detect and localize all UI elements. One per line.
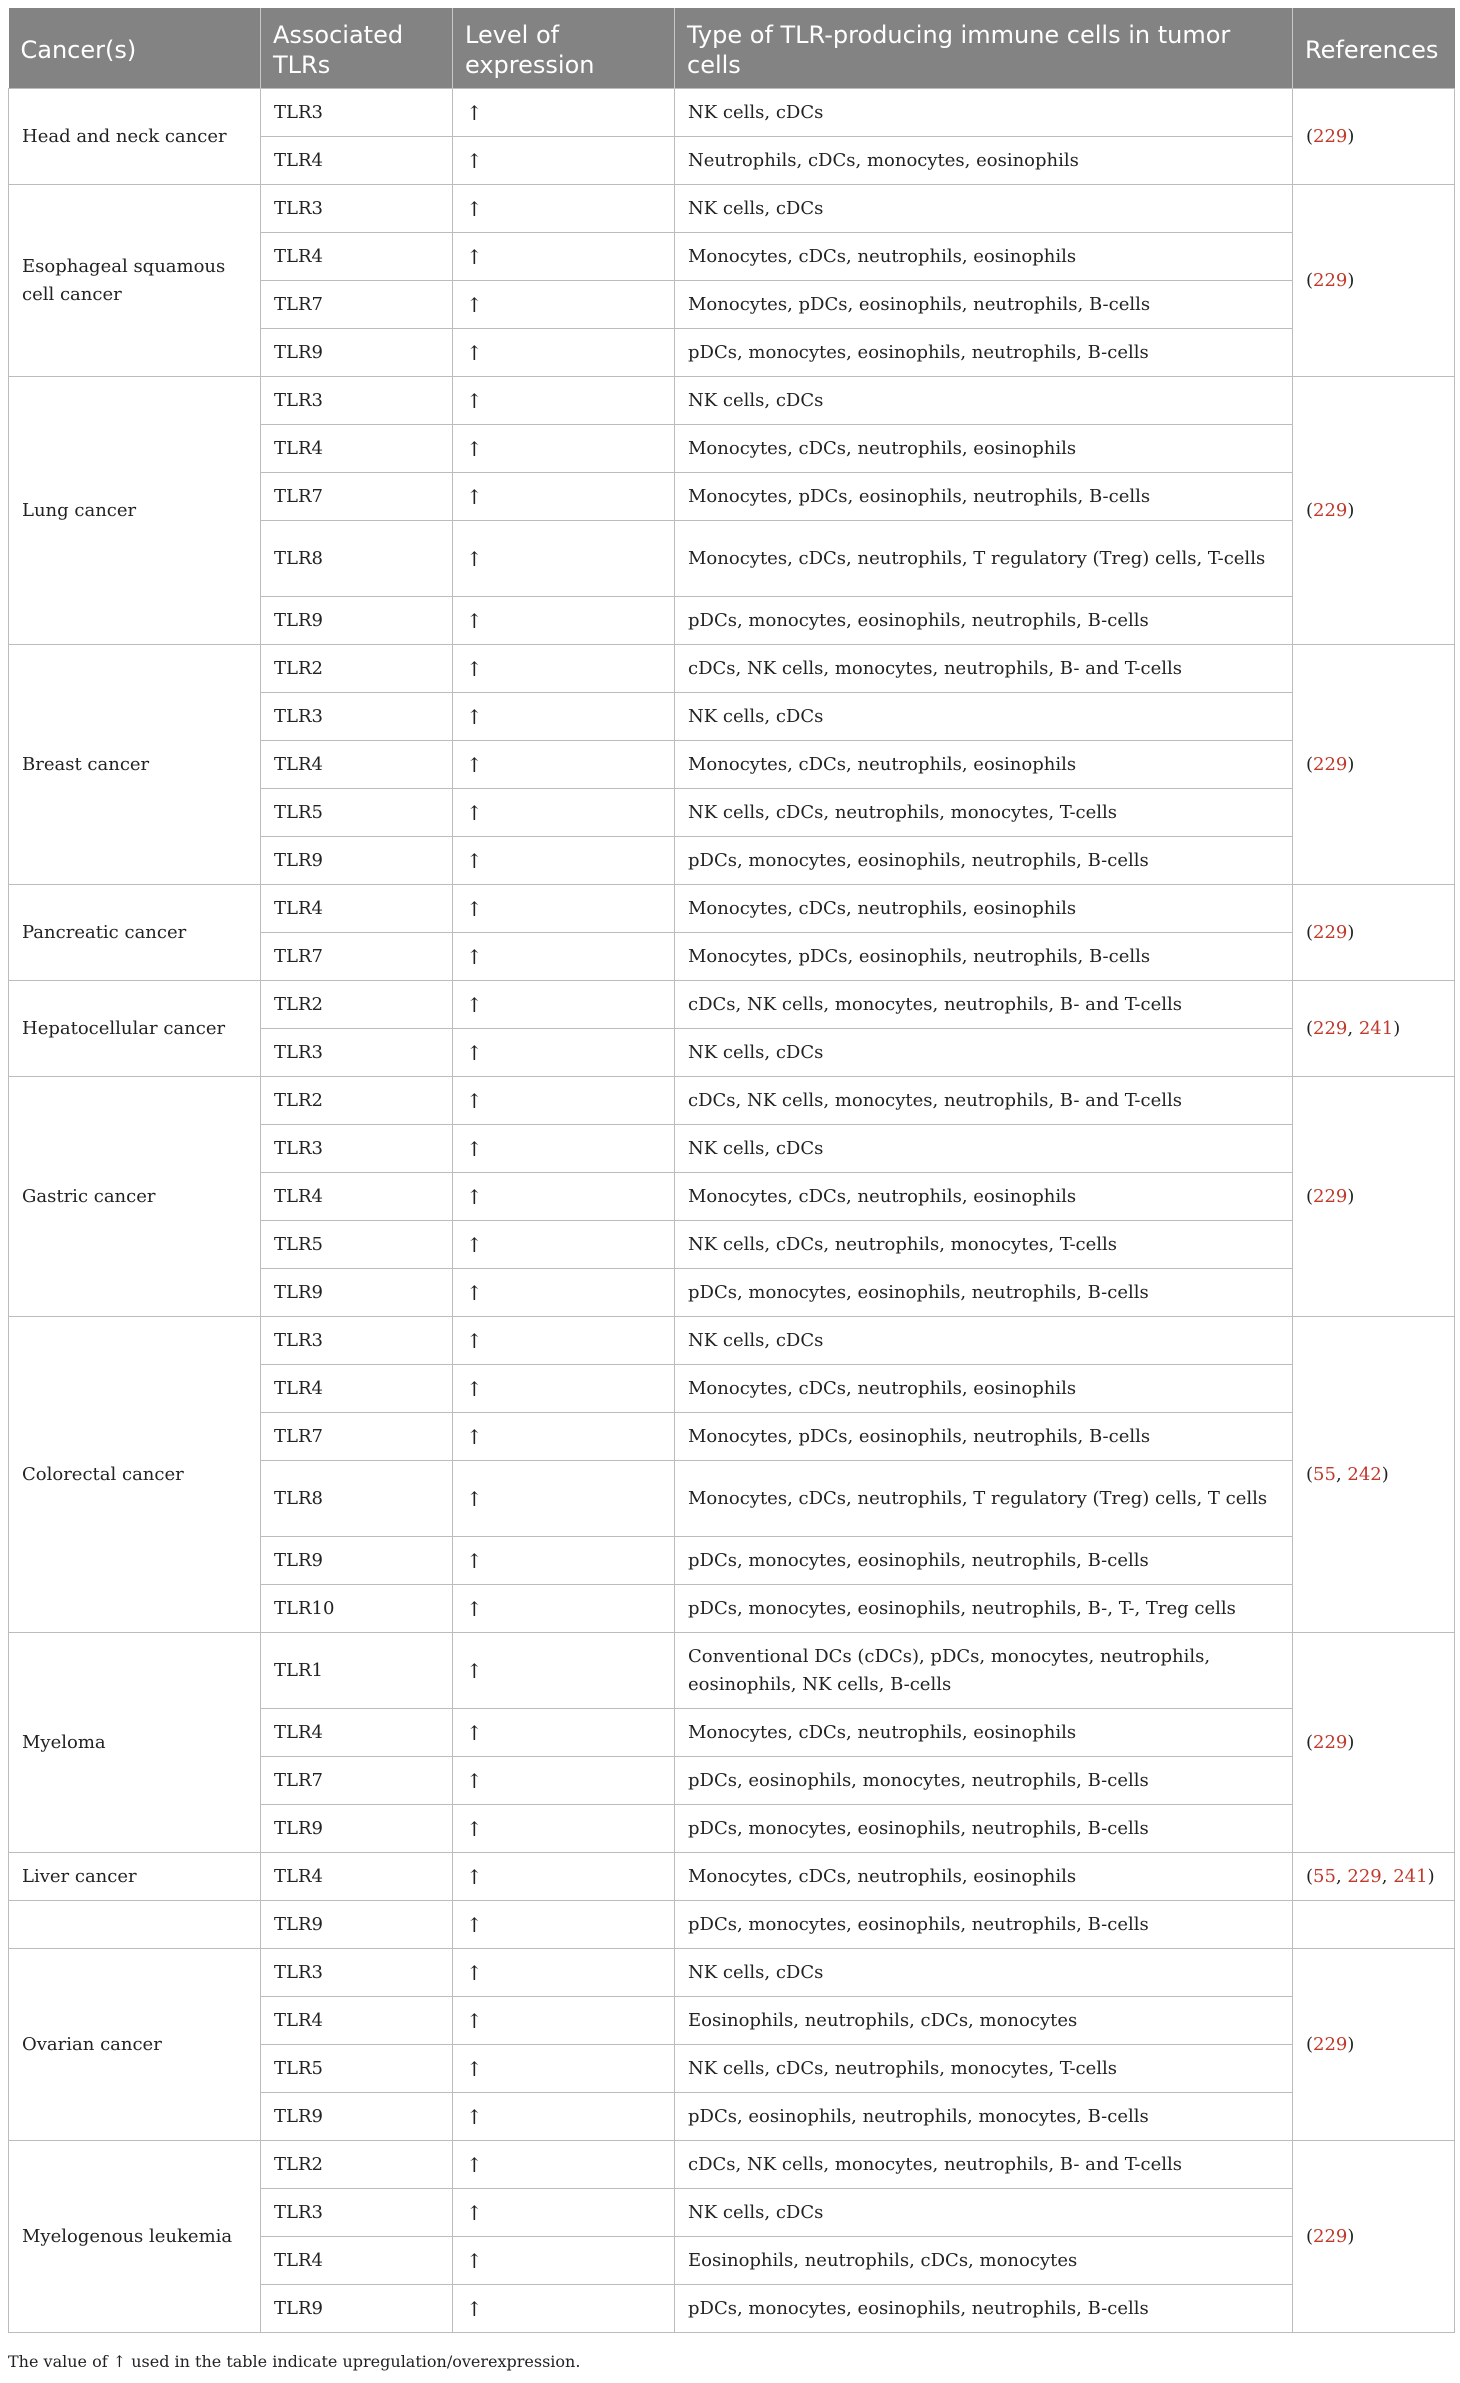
reference-link[interactable]: 242 <box>1347 1463 1382 1485</box>
reference-link[interactable]: 229 <box>1313 2225 1348 2247</box>
reference-link[interactable]: 229 <box>1313 1185 1348 1207</box>
immune-cells-cell: Monocytes, cDCs, neutrophils, T regulatory (Treg) cells, T cells <box>675 1461 1293 1537</box>
expression-level-cell: ↑ <box>453 329 675 377</box>
immune-cells-cell: Monocytes, pDCs, eosinophils, neutrophils, B-cells <box>675 281 1293 329</box>
tlr-cell: TLR9 <box>261 2285 453 2333</box>
immune-cells-cell: NK cells, cDCs <box>675 89 1293 137</box>
expression-level-cell: ↑ <box>453 885 675 933</box>
expression-level-cell: ↑ <box>453 1365 675 1413</box>
cancer-name-cell: Hepatocellular cancer <box>9 981 261 1077</box>
tlr-cell: TLR1 <box>261 1633 453 1709</box>
tlr-cell: TLR5 <box>261 1221 453 1269</box>
tlr-cell: TLR4 <box>261 1709 453 1757</box>
immune-cells-cell: NK cells, cDCs <box>675 2189 1293 2237</box>
references-cell: (229) <box>1293 1077 1455 1317</box>
table-row <box>9 1949 1455 1997</box>
immune-cells-cell: pDCs, monocytes, eosinophils, neutrophils, B-cells <box>675 1537 1293 1585</box>
reference-link[interactable]: 55 <box>1313 1865 1336 1887</box>
reference-link[interactable]: 229 <box>1313 2033 1348 2055</box>
expression-level-cell: ↑ <box>453 233 675 281</box>
reference-link[interactable]: 229 <box>1313 1731 1348 1753</box>
tlr-cell: TLR5 <box>261 2045 453 2093</box>
reference-link[interactable]: 241 <box>1358 1017 1394 1039</box>
tlr-cell: TLR7 <box>261 1757 453 1805</box>
reference-link[interactable]: 229 <box>1313 753 1348 775</box>
immune-cells-cell: Conventional DCs (cDCs), pDCs, monocytes, neutrophils, eosinophils, NK cells, B-cells <box>675 1633 1293 1709</box>
expression-level-cell: ↑ <box>453 1949 675 1997</box>
tlr-cell: TLR7 <box>261 281 453 329</box>
header-level: Level of expression <box>453 8 675 89</box>
expression-level-cell: ↑ <box>453 1901 675 1949</box>
table-row <box>9 2141 1455 2189</box>
immune-cells-cell: NK cells, cDCs, neutrophils, monocytes, T-cells <box>675 2045 1293 2093</box>
expression-level-cell: ↑ <box>453 473 675 521</box>
table-row <box>9 1317 1455 1365</box>
tlr-cell: TLR4 <box>261 1365 453 1413</box>
table-row <box>9 885 1455 933</box>
expression-level-cell: ↑ <box>453 1029 675 1077</box>
expression-level-cell: ↑ <box>453 425 675 473</box>
expression-level-cell: ↑ <box>453 521 675 597</box>
expression-level-cell: ↑ <box>453 281 675 329</box>
immune-cells-cell: Monocytes, cDCs, neutrophils, T regulatory (Treg) cells, T-cells <box>675 521 1293 597</box>
tlr-cell: TLR4 <box>261 741 453 789</box>
tlr-cell: TLR2 <box>261 1077 453 1125</box>
immune-cells-cell: Monocytes, cDCs, neutrophils, eosinophils <box>675 1709 1293 1757</box>
expression-level-cell: ↑ <box>453 1709 675 1757</box>
reference-link[interactable]: 229 <box>1313 1017 1348 1039</box>
expression-level-cell: ↑ <box>453 789 675 837</box>
cancer-name-cell: Myelogenous leukemia <box>9 2141 261 2333</box>
table-row <box>9 981 1455 1029</box>
immune-cells-cell: Monocytes, pDCs, eosinophils, neutrophils, B-cells <box>675 1413 1293 1461</box>
cancer-name-cell: Myeloma <box>9 1633 261 1853</box>
tlr-cell: TLR3 <box>261 185 453 233</box>
tlr-table <box>8 8 1455 2333</box>
references-cell: (229) <box>1293 185 1455 377</box>
expression-level-cell: ↑ <box>453 137 675 185</box>
references-cell: (55, 242) <box>1293 1317 1455 1633</box>
tlr-cell: TLR7 <box>261 1413 453 1461</box>
expression-level-cell: ↑ <box>453 1461 675 1537</box>
expression-level-cell: ↑ <box>453 1805 675 1853</box>
immune-cells-cell: NK cells, cDCs <box>675 1949 1293 1997</box>
tlr-cell: TLR9 <box>261 2093 453 2141</box>
tlr-cell: TLR9 <box>261 1537 453 1585</box>
cancer-name-cell: Lung cancer <box>9 377 261 645</box>
immune-cells-cell: pDCs, eosinophils, neutrophils, monocytes, B-cells <box>675 2093 1293 2141</box>
expression-level-cell: ↑ <box>453 933 675 981</box>
expression-level-cell: ↑ <box>453 2285 675 2333</box>
tlr-cell: TLR4 <box>261 885 453 933</box>
cancer-name-cell-empty <box>9 1901 261 1949</box>
table-row <box>9 1853 1455 1901</box>
immune-cells-cell: NK cells, cDCs <box>675 1125 1293 1173</box>
cancer-name-cell: Breast cancer <box>9 645 261 885</box>
header-references: References <box>1293 8 1455 89</box>
expression-level-cell: ↑ <box>453 693 675 741</box>
reference-link[interactable]: 241 <box>1393 1865 1428 1887</box>
tlr-cell: TLR3 <box>261 693 453 741</box>
tlr-cell: TLR3 <box>261 1317 453 1365</box>
expression-level-cell: ↑ <box>453 377 675 425</box>
immune-cells-cell: Monocytes, cDCs, neutrophils, eosinophils <box>675 233 1293 281</box>
tlr-cell: TLR9 <box>261 329 453 377</box>
expression-level-cell: ↑ <box>453 981 675 1029</box>
immune-cells-cell: cDCs, NK cells, monocytes, neutrophils, B- and T-cells <box>675 2141 1293 2189</box>
expression-level-cell: ↑ <box>453 2237 675 2285</box>
expression-level-cell: ↑ <box>453 1585 675 1633</box>
header-tlrs: Associated TLRs <box>261 8 453 89</box>
header-row <box>9 8 1455 89</box>
header-cell-type: Type of TLR-producing immune cells in tumor cells <box>675 8 1293 89</box>
immune-cells-cell: NK cells, cDCs <box>675 185 1293 233</box>
immune-cells-cell: Monocytes, cDCs, neutrophils, eosinophils <box>675 1853 1293 1901</box>
references-cell: (229) <box>1293 1633 1455 1853</box>
expression-level-cell: ↑ <box>453 1173 675 1221</box>
cancer-name-cell: Pancreatic cancer <box>9 885 261 981</box>
immune-cells-cell: pDCs, monocytes, eosinophils, neutrophils, B-, T-, Treg cells <box>675 1585 1293 1633</box>
immune-cells-cell: NK cells, cDCs <box>675 693 1293 741</box>
table-row <box>9 185 1455 233</box>
tlr-cell: TLR4 <box>261 2237 453 2285</box>
tlr-cell: TLR2 <box>261 981 453 1029</box>
expression-level-cell: ↑ <box>453 645 675 693</box>
immune-cells-cell: NK cells, cDCs, neutrophils, monocytes, T-cells <box>675 789 1293 837</box>
immune-cells-cell: Eosinophils, neutrophils, cDCs, monocytes <box>675 2237 1293 2285</box>
references-cell-empty <box>1293 1901 1455 1949</box>
references-cell: (229) <box>1293 885 1455 981</box>
immune-cells-cell: NK cells, cDCs, neutrophils, monocytes, T-cells <box>675 1221 1293 1269</box>
tlr-cell: TLR9 <box>261 1269 453 1317</box>
immune-cells-cell: cDCs, NK cells, monocytes, neutrophils, B- and T-cells <box>675 645 1293 693</box>
expression-level-cell: ↑ <box>453 1269 675 1317</box>
tlr-cell: TLR10 <box>261 1585 453 1633</box>
reference-link[interactable]: 55 <box>1313 1463 1336 1485</box>
tlr-cell: TLR3 <box>261 2189 453 2237</box>
tlr-cell: TLR9 <box>261 837 453 885</box>
tlr-cell: TLR4 <box>261 1997 453 2045</box>
immune-cells-cell: Neutrophils, cDCs, monocytes, eosinophils <box>675 137 1293 185</box>
cancer-name-cell: Colorectal cancer <box>9 1317 261 1633</box>
references-cell: (229) <box>1293 2141 1455 2333</box>
header-cancer: Cancer(s) <box>9 8 261 89</box>
immune-cells-cell: pDCs, monocytes, eosinophils, neutrophils, B-cells <box>675 2285 1293 2333</box>
immune-cells-cell: pDCs, eosinophils, monocytes, neutrophils, B-cells <box>675 1757 1293 1805</box>
expression-level-cell: ↑ <box>453 597 675 645</box>
tlr-cell: TLR4 <box>261 137 453 185</box>
cancer-name-cell: Ovarian cancer <box>9 1949 261 2141</box>
expression-level-cell: ↑ <box>453 1077 675 1125</box>
tlr-cell: TLR4 <box>261 1853 453 1901</box>
table-row <box>9 377 1455 425</box>
expression-level-cell: ↑ <box>453 2045 675 2093</box>
tlr-cell: TLR3 <box>261 89 453 137</box>
immune-cells-cell: Monocytes, pDCs, eosinophils, neutrophils, B-cells <box>675 933 1293 981</box>
cancer-name-cell: Liver cancer <box>9 1853 261 1901</box>
expression-level-cell: ↑ <box>453 837 675 885</box>
immune-cells-cell: pDCs, monocytes, eosinophils, neutrophils, B-cells <box>675 1901 1293 1949</box>
expression-level-cell: ↑ <box>453 741 675 789</box>
expression-level-cell: ↑ <box>453 2141 675 2189</box>
tlr-cell: TLR7 <box>261 933 453 981</box>
table-row <box>9 89 1455 137</box>
tlr-cell: TLR9 <box>261 1901 453 1949</box>
reference-link[interactable]: 229 <box>1313 125 1348 147</box>
expression-level-cell: ↑ <box>453 1413 675 1461</box>
table-row <box>9 1077 1455 1125</box>
references-cell: (229) <box>1293 1949 1455 2141</box>
tlr-cell: TLR8 <box>261 1461 453 1537</box>
table-row <box>9 645 1455 693</box>
reference-link[interactable]: 229 <box>1313 499 1348 521</box>
references-cell: (229, 241) <box>1293 981 1455 1077</box>
references-cell: (55, 229, 241) <box>1293 1853 1455 1901</box>
expression-level-cell: ↑ <box>453 89 675 137</box>
immune-cells-cell: Monocytes, cDCs, neutrophils, eosinophils <box>675 425 1293 473</box>
table-row <box>9 1633 1455 1709</box>
reference-link[interactable]: 229 <box>1313 269 1348 291</box>
immune-cells-cell: NK cells, cDCs <box>675 1029 1293 1077</box>
tlr-cell: TLR3 <box>261 1029 453 1077</box>
references-cell: (229) <box>1293 89 1455 185</box>
immune-cells-cell: Monocytes, cDCs, neutrophils, eosinophils <box>675 1173 1293 1221</box>
tlr-cell: TLR3 <box>261 1949 453 1997</box>
table-header <box>9 8 1455 89</box>
immune-cells-cell: NK cells, cDCs <box>675 377 1293 425</box>
expression-level-cell: ↑ <box>453 1317 675 1365</box>
tlr-cell: TLR5 <box>261 789 453 837</box>
immune-cells-cell: pDCs, monocytes, eosinophils, neutrophils, B-cells <box>675 837 1293 885</box>
cancer-name-cell: Head and neck cancer <box>9 89 261 185</box>
expression-level-cell: ↑ <box>453 1757 675 1805</box>
tlr-cell: TLR2 <box>261 645 453 693</box>
tlr-cell: TLR4 <box>261 1173 453 1221</box>
cancer-name-cell: Esophageal squamous cell cancer <box>9 185 261 377</box>
tlr-cell: TLR7 <box>261 473 453 521</box>
immune-cells-cell: pDCs, monocytes, eosinophils, neutrophils, B-cells <box>675 329 1293 377</box>
tlr-cell: TLR2 <box>261 2141 453 2189</box>
tlr-cell: TLR4 <box>261 233 453 281</box>
reference-link[interactable]: 229 <box>1313 921 1348 943</box>
references-cell: (229) <box>1293 645 1455 885</box>
immune-cells-cell: pDCs, monocytes, eosinophils, neutrophils, B-cells <box>675 1805 1293 1853</box>
immune-cells-cell: cDCs, NK cells, monocytes, neutrophils, B- and T-cells <box>675 1077 1293 1125</box>
immune-cells-cell: cDCs, NK cells, monocytes, neutrophils, B- and T-cells <box>675 981 1293 1029</box>
references-cell: (229) <box>1293 377 1455 645</box>
table-body <box>9 89 1455 2333</box>
expression-level-cell: ↑ <box>453 1853 675 1901</box>
expression-level-cell: ↑ <box>453 185 675 233</box>
tlr-cell: TLR9 <box>261 1805 453 1853</box>
cancer-name-cell: Gastric cancer <box>9 1077 261 1317</box>
expression-level-cell: ↑ <box>453 1125 675 1173</box>
table-row <box>9 1901 1455 1949</box>
tlr-cell: TLR3 <box>261 377 453 425</box>
expression-level-cell: ↑ <box>453 1997 675 2045</box>
tlr-cell: TLR4 <box>261 425 453 473</box>
expression-level-cell: ↑ <box>453 2093 675 2141</box>
immune-cells-cell: pDCs, monocytes, eosinophils, neutrophils, B-cells <box>675 597 1293 645</box>
table-footnote: The value of ↑ used in the table indicate upregulation/overexpression. <box>8 2352 581 2371</box>
expression-level-cell: ↑ <box>453 1221 675 1269</box>
tlr-cell: TLR8 <box>261 521 453 597</box>
expression-level-cell: ↑ <box>453 1537 675 1585</box>
tlr-cell: TLR3 <box>261 1125 453 1173</box>
immune-cells-cell: Monocytes, pDCs, eosinophils, neutrophils, B-cells <box>675 473 1293 521</box>
expression-level-cell: ↑ <box>453 2189 675 2237</box>
immune-cells-cell: Monocytes, cDCs, neutrophils, eosinophils <box>675 741 1293 789</box>
table-container <box>8 8 1454 2333</box>
reference-link[interactable]: 229 <box>1347 1865 1382 1887</box>
immune-cells-cell: Eosinophils, neutrophils, cDCs, monocytes <box>675 1997 1293 2045</box>
immune-cells-cell: Monocytes, cDCs, neutrophils, eosinophils <box>675 885 1293 933</box>
expression-level-cell: ↑ <box>453 1633 675 1709</box>
immune-cells-cell: Monocytes, cDCs, neutrophils, eosinophils <box>675 1365 1293 1413</box>
immune-cells-cell: NK cells, cDCs <box>675 1317 1293 1365</box>
tlr-cell: TLR9 <box>261 597 453 645</box>
immune-cells-cell: pDCs, monocytes, eosinophils, neutrophils, B-cells <box>675 1269 1293 1317</box>
